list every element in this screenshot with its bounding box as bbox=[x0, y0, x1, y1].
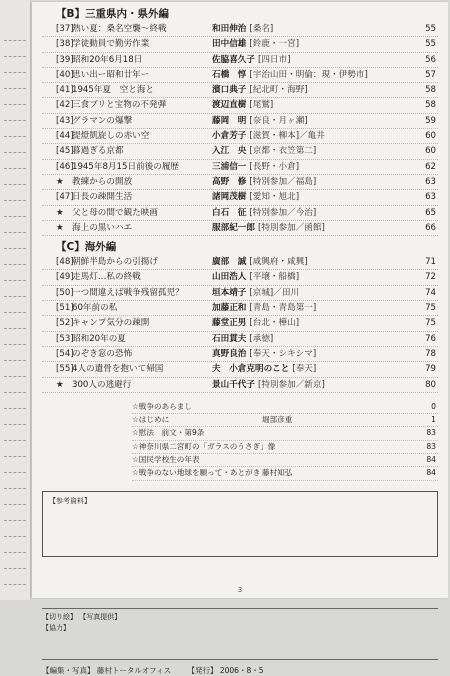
toc-row-title: 学徒動員で勤労作業 bbox=[72, 39, 150, 50]
toc-row bbox=[42, 98, 438, 113]
toc-row-page: 72 bbox=[425, 272, 436, 283]
toc-row-page: 66 bbox=[425, 222, 436, 233]
toc-row bbox=[42, 332, 438, 347]
extras-row-title: ☆神奈川県二宮町の「ガラスのうさぎ」像 bbox=[132, 441, 276, 451]
toc-row-title: 走馬灯…私の終戦 bbox=[72, 272, 141, 283]
toc-row-author bbox=[212, 270, 299, 284]
extras-row-page: 1 bbox=[431, 415, 436, 425]
toc-row bbox=[42, 255, 438, 270]
extras-row-page: 84 bbox=[426, 468, 436, 478]
toc-row bbox=[42, 83, 438, 98]
page-number: 3 bbox=[237, 586, 243, 594]
edit-name: 藤村トータルオフィス bbox=[96, 665, 172, 675]
toc-row-number: ★ bbox=[56, 207, 64, 218]
toc-row-author bbox=[212, 255, 308, 269]
toc-row-number: [49] bbox=[56, 272, 74, 283]
toc-row bbox=[42, 37, 438, 52]
toc-row-author-name: 加藤正和 bbox=[212, 303, 247, 314]
edit-line bbox=[42, 665, 438, 676]
toc-row-author bbox=[212, 316, 299, 330]
adjacent-page-dotted-lines bbox=[4, 25, 26, 585]
toc-row-author bbox=[212, 160, 299, 174]
credits-block bbox=[42, 608, 438, 660]
toc-row-author bbox=[212, 301, 316, 315]
toc-row-author-name: 景山千代子 bbox=[212, 379, 255, 390]
toc-row-title: 日長の疎開生活 bbox=[72, 192, 133, 203]
extras-row bbox=[132, 441, 438, 454]
toc-row-author bbox=[212, 175, 316, 189]
toc-row-page: 57 bbox=[425, 69, 436, 80]
extras-row-title: ☆はじめに bbox=[132, 415, 170, 425]
toc-row-page: 58 bbox=[425, 85, 436, 96]
toc-row-author bbox=[212, 206, 316, 220]
toc-row-author bbox=[212, 190, 299, 204]
extras-row bbox=[132, 454, 438, 467]
toc-page bbox=[32, 2, 448, 675]
extras-row-title: ☆慰法 前文・第9条 bbox=[132, 428, 205, 438]
toc-row-author-name: 和田伸治 bbox=[212, 24, 247, 34]
toc-row-number: [41] bbox=[56, 85, 74, 96]
toc-row-title: 思い出ー昭和廿年ー bbox=[72, 69, 150, 80]
toc-row bbox=[42, 362, 438, 377]
toc-row-page: 71 bbox=[425, 257, 436, 268]
toc-row-affiliation: [特別参加／新京] bbox=[257, 379, 325, 390]
reference-box bbox=[42, 491, 438, 557]
toc-row-author bbox=[212, 347, 316, 361]
toc-row bbox=[42, 270, 438, 285]
toc-row-author-name: 藤岡 明 bbox=[212, 115, 247, 126]
toc-row-author bbox=[212, 332, 273, 346]
toc-row-affiliation: [長野・小倉] bbox=[249, 161, 300, 172]
toc-row-affiliation: [奉天] bbox=[292, 364, 317, 375]
toc-row-title: 熱い夏：桑名空襲〜終戦 bbox=[72, 24, 167, 34]
toc-row-number: [50] bbox=[56, 287, 74, 298]
toc-row-affiliation: [奈良・月ヶ瀬] bbox=[249, 115, 308, 126]
toc-row-number: [46] bbox=[56, 161, 74, 172]
toc-row-author bbox=[212, 362, 316, 376]
toc-row-page: 58 bbox=[425, 100, 436, 111]
credit-cooperation-label: 【協力】 bbox=[42, 623, 70, 632]
toc-row-page: 80 bbox=[425, 379, 436, 390]
toc-row-page: 59 bbox=[425, 115, 436, 126]
toc-row bbox=[42, 53, 438, 68]
toc-row-page: 74 bbox=[425, 287, 436, 298]
toc-row bbox=[42, 316, 438, 331]
toc-row-affiliation: [京城]／田川 bbox=[249, 287, 300, 298]
toc-row-title: キャンプ気分の疎開 bbox=[72, 318, 150, 329]
toc-row-author bbox=[212, 83, 308, 97]
toc-row-author-name: 藤堂正男 bbox=[212, 318, 247, 329]
toc-row-title: 4人の遺骨を抱いて帰国 bbox=[72, 364, 164, 375]
toc-row-author bbox=[212, 22, 273, 36]
edit-label: 【編集・写真】 bbox=[42, 665, 95, 675]
extras-row-page: 84 bbox=[426, 455, 436, 465]
credit-cut-label: 【切り絵】 bbox=[42, 612, 77, 621]
extras-row-page: 83 bbox=[426, 428, 436, 438]
toc-row-page: 75 bbox=[425, 303, 436, 314]
toc-row-number: ★ bbox=[56, 176, 64, 187]
toc-row-page: 63 bbox=[425, 192, 436, 203]
toc-row-affiliation: [京都・衣笠第二] bbox=[249, 146, 317, 157]
toc-row-affiliation: [紀北町・海野] bbox=[249, 85, 308, 96]
footnote bbox=[42, 562, 438, 602]
toc-row-author-name: 小倉芳子 bbox=[212, 131, 247, 142]
toc-row-title: 父と母の間で観た映画 bbox=[72, 207, 158, 218]
toc-row-number: [44] bbox=[56, 131, 74, 142]
toc-row-author bbox=[212, 144, 316, 158]
extras-list bbox=[42, 401, 438, 481]
toc-row bbox=[42, 175, 438, 190]
toc-row-author bbox=[212, 221, 325, 235]
toc-row-affiliation: [滋賀・柳本]／亀井 bbox=[249, 131, 325, 142]
toc-row-affiliation: [奉天・シキシマ] bbox=[249, 348, 317, 359]
extras-row bbox=[132, 401, 438, 414]
toc-row-author-name: 垣本靖子 bbox=[212, 287, 247, 298]
toc-row-author bbox=[212, 37, 299, 51]
toc-row bbox=[42, 144, 438, 159]
toc-row-affiliation: [特別参加／福島] bbox=[249, 176, 317, 187]
toc-row-title: 暮過ぎる京都 bbox=[72, 146, 124, 157]
extras-row bbox=[132, 427, 438, 440]
toc-row bbox=[42, 221, 438, 236]
toc-row bbox=[42, 190, 438, 205]
extras-row-author: 藤村知弘 bbox=[262, 468, 293, 478]
reference-heading: 【参考資料】 bbox=[49, 496, 91, 505]
toc-row-author-name: 夫 小倉克明のこと bbox=[212, 364, 290, 375]
toc-row-author bbox=[212, 68, 368, 82]
toc-row-title: 1945年8月15日前後の履歴 bbox=[72, 161, 180, 172]
toc-row bbox=[42, 160, 438, 175]
adjacent-page-edge bbox=[0, 0, 31, 600]
toc-row bbox=[42, 68, 438, 83]
toc-row-page: 56 bbox=[425, 54, 436, 65]
toc-row-author-name: 山田浩人 bbox=[212, 272, 247, 283]
issued-label: 【発行】 bbox=[187, 665, 218, 675]
extras-row-page: 83 bbox=[426, 441, 436, 451]
toc-row-author-name: 濱口典子 bbox=[212, 85, 247, 96]
extras-row bbox=[132, 467, 438, 480]
toc-row-number: [53] bbox=[56, 333, 74, 344]
toc-row-title: 朝鮮半島からの引揚げ bbox=[72, 257, 158, 268]
toc-row-author-name: 入江 央 bbox=[212, 146, 247, 157]
toc-row-page: 62 bbox=[425, 161, 436, 172]
toc-row-page: 55 bbox=[425, 39, 436, 50]
toc-row-author-name: 高野 修 bbox=[212, 176, 247, 187]
toc-row-page: 79 bbox=[425, 364, 436, 375]
toc-row-title: グラマンの爆撃 bbox=[72, 115, 133, 126]
toc-row-number: [42] bbox=[56, 100, 74, 111]
toc-row-affiliation: [鈴鹿・一宮] bbox=[249, 39, 300, 50]
toc-row-title: 海上の黒いハエ bbox=[72, 222, 133, 233]
issued-date: 2006・8・5 bbox=[219, 665, 264, 675]
toc-row-author-name: 佐脇喜久子 bbox=[212, 54, 255, 65]
toc-row-number: [55] bbox=[56, 364, 74, 375]
toc-row-number: [40] bbox=[56, 69, 74, 80]
toc-row-title: 提燈凱旋しの赤い空 bbox=[72, 131, 150, 142]
toc-row-title: 三食ブリと宝物の不発弾 bbox=[72, 100, 167, 111]
toc-row-affiliation: [特別参加／函館] bbox=[257, 222, 325, 233]
toc-row-author-name: 服部紀一郎 bbox=[212, 222, 255, 233]
toc-row-number: ★ bbox=[56, 379, 64, 390]
toc-row-author bbox=[212, 114, 308, 128]
toc-row-author bbox=[212, 378, 325, 392]
toc-row-title: 昭和20年の夏 bbox=[72, 333, 126, 344]
toc-row bbox=[42, 129, 438, 144]
toc-row-page: 75 bbox=[425, 318, 436, 329]
section-c-list bbox=[42, 255, 438, 393]
toc-row bbox=[42, 347, 438, 362]
toc-row bbox=[42, 114, 438, 129]
toc-row-number: [38] bbox=[56, 39, 74, 50]
toc-row-title: 一つ間違えば戦争残留孤児？ bbox=[72, 287, 184, 298]
toc-row bbox=[42, 206, 438, 221]
toc-row-number: ★ bbox=[56, 222, 64, 233]
toc-row-number: [48] bbox=[56, 257, 74, 268]
toc-row-title: 教練からの開放 bbox=[72, 176, 133, 187]
toc-row-author-name: 白石 征 bbox=[212, 207, 247, 218]
toc-row-author-name: 三浦信一 bbox=[212, 161, 247, 172]
toc-row-author bbox=[212, 53, 290, 67]
toc-row-author-name: 石田貫夫 bbox=[212, 333, 247, 344]
toc-row-page: 65 bbox=[425, 207, 436, 218]
toc-row-affiliation: [四日市] bbox=[257, 54, 291, 65]
toc-row-author-name: 渡辺直樹 bbox=[212, 100, 247, 111]
toc-content bbox=[42, 7, 438, 676]
toc-row-author-name: 諸岡茂樹 bbox=[212, 192, 247, 203]
toc-row-title: 昭和20年6月18日 bbox=[72, 54, 143, 65]
credit-photo-label: 【写真提供】 bbox=[79, 612, 122, 621]
toc-row-author-name: 廣部 誠 bbox=[212, 257, 247, 268]
toc-row-page: 55 bbox=[425, 24, 436, 34]
toc-row-author bbox=[212, 129, 325, 143]
toc-row-affiliation: [愛知・旭北] bbox=[249, 192, 300, 203]
toc-row bbox=[42, 378, 438, 393]
toc-row-number: [51] bbox=[56, 303, 74, 314]
toc-row-author-name: 田中信雄 bbox=[212, 39, 247, 50]
toc-row-affiliation: [宇治山田・明倫：現・伊勢市] bbox=[249, 69, 368, 80]
toc-row-page: 78 bbox=[425, 348, 436, 359]
toc-row-author-name: 石橋 惇 bbox=[212, 69, 247, 80]
toc-row-author bbox=[212, 98, 273, 112]
toc-row-page: 63 bbox=[425, 176, 436, 187]
toc-row-affiliation: [尾鷲] bbox=[249, 100, 274, 111]
toc-row-number: [47] bbox=[56, 192, 74, 203]
toc-row bbox=[42, 22, 438, 37]
toc-row-title: 300人の逃避行 bbox=[72, 379, 132, 390]
extras-row-page: 0 bbox=[431, 401, 436, 411]
extras-row-title: ☆国民学校生の年表 bbox=[132, 455, 200, 465]
extras-row-title: ☆戦争のあらまし bbox=[132, 401, 192, 411]
toc-row-affiliation: [桑名] bbox=[249, 24, 274, 34]
section-b-heading: 【B】三重県内・県外編 bbox=[56, 8, 170, 20]
toc-row-page: 76 bbox=[425, 333, 436, 344]
toc-row-number: [37] bbox=[56, 24, 74, 34]
toc-row bbox=[42, 286, 438, 301]
extras-row-author: 堀部彦重 bbox=[262, 415, 293, 425]
toc-row-author-name: 真野良治 bbox=[212, 348, 247, 359]
toc-row bbox=[42, 301, 438, 316]
toc-row-page: 60 bbox=[425, 146, 436, 157]
extras-row bbox=[132, 414, 438, 427]
toc-row-title: 60年前の私 bbox=[72, 303, 118, 314]
section-b-list bbox=[42, 22, 438, 236]
toc-row-affiliation: [特別参加／今治] bbox=[249, 207, 317, 218]
extras-row-title: ☆戦争のない地球を願って・あとがき bbox=[132, 468, 261, 478]
toc-row-affiliation: [承徳] bbox=[249, 333, 274, 344]
toc-row-title: 1945年夏 空と海と bbox=[72, 85, 155, 96]
toc-row-affiliation: [咸興府・咸興] bbox=[249, 257, 308, 268]
toc-row-author bbox=[212, 286, 299, 300]
toc-row-page: 60 bbox=[425, 131, 436, 142]
toc-row-number: [39] bbox=[56, 54, 74, 65]
toc-row-affiliation: [青島・青島第一] bbox=[249, 303, 317, 314]
toc-row-title: のぞき窓の恐怖 bbox=[72, 348, 133, 359]
toc-row-number: [52] bbox=[56, 318, 74, 329]
toc-row-number: [43] bbox=[56, 115, 74, 126]
section-c-heading: 【C】海外編 bbox=[56, 241, 117, 254]
toc-row-affiliation: [平壌・船橋] bbox=[249, 272, 300, 283]
toc-row-number: [54] bbox=[56, 348, 74, 359]
toc-row-affiliation: [台北・樺山] bbox=[249, 318, 300, 329]
toc-row-number: [45] bbox=[56, 146, 74, 157]
